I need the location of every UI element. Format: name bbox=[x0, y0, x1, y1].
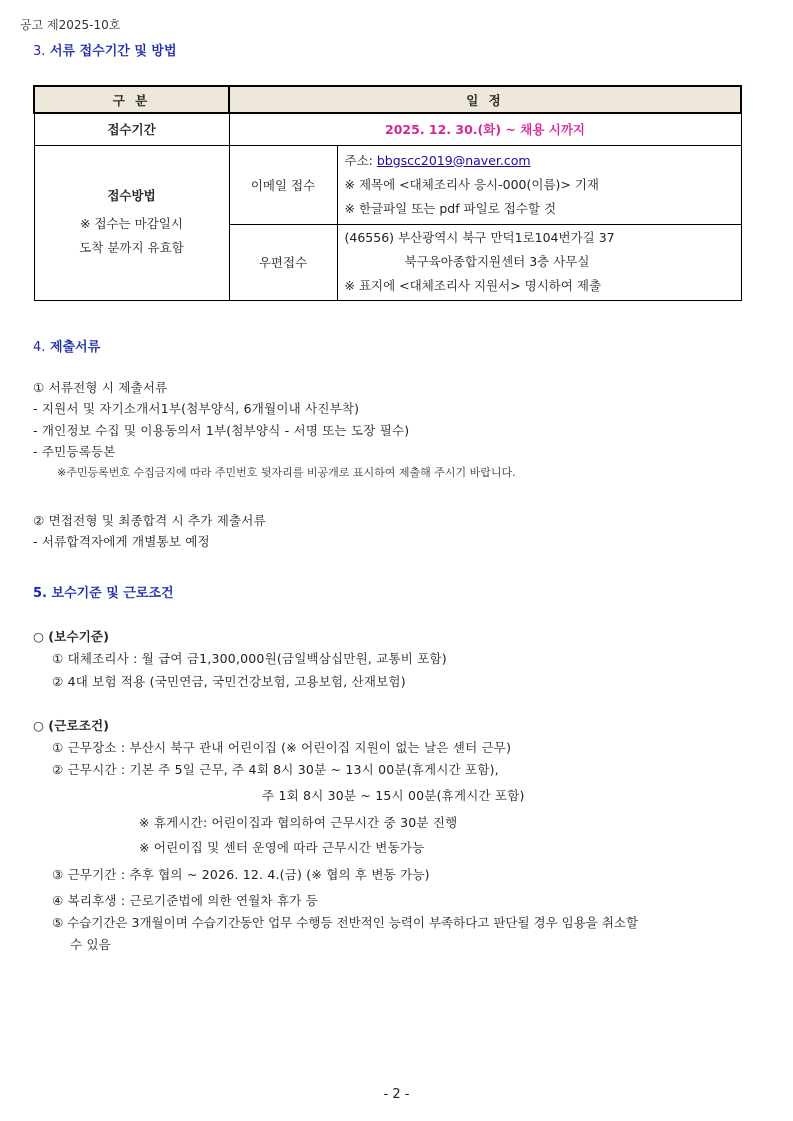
pay-item-2: ② 4대 보험 적용 (국민연금, 국민건강보험, 고용보험, 산재보험) bbox=[52, 674, 406, 689]
email-address-line bbox=[338, 149, 741, 173]
receipt-table bbox=[33, 85, 742, 301]
section3-number: 3. bbox=[33, 44, 46, 59]
notice-number: 공고 제2025-10호 bbox=[20, 18, 121, 32]
email-address-link[interactable]: bbgscc2019@naver.com bbox=[376, 152, 531, 168]
circle-bullet-icon: ○ bbox=[33, 629, 49, 644]
method-cell bbox=[34, 145, 229, 300]
work-heading bbox=[33, 716, 109, 734]
table-row-email bbox=[34, 145, 741, 224]
work-item-3: ③ 근무기간 : 추후 협의 ~ 2026. 12. 4.(금) (※ 협의 후 변동 가능) bbox=[52, 867, 430, 882]
work-item-2-note-2: ※ 어린이집 및 센터 운영에 따라 근무시간 변동가능 bbox=[139, 840, 425, 855]
section4-title: 제출서류 bbox=[49, 340, 101, 355]
table-header-category: 구 분 bbox=[34, 86, 229, 113]
post-cover-note: ※ 표지에 <대체조리사 지원서> 명시하여 제출 bbox=[344, 278, 602, 293]
doc-item-2: ② 면접전형 및 최종합격 시 추가 제출서류 bbox=[33, 513, 266, 528]
work-item-4: ④ 복리후생 : 근로기준법에 의한 연월차 휴가 등 bbox=[52, 893, 318, 908]
post-label: 우편접수 bbox=[229, 224, 337, 300]
period-value: 2025. 12. 30.(화) ~ 채용 시까지 bbox=[229, 113, 741, 145]
circle-bullet-icon: ○ bbox=[33, 718, 49, 733]
section4-heading bbox=[33, 336, 100, 355]
work-item-5-cont: 수 있음 bbox=[70, 937, 111, 952]
method-note-2: 도착 분까지 유효함 bbox=[79, 239, 184, 255]
section3-title: 서류 접수기간 및 방법 bbox=[49, 44, 177, 59]
table-header-schedule: 일 정 bbox=[229, 86, 741, 113]
doc-item-1-sub-3: - 주민등록등본 bbox=[33, 444, 116, 459]
method-note-1: ※ 접수는 마감일시 bbox=[80, 215, 183, 231]
section3-heading bbox=[33, 40, 177, 59]
post-office-line: 북구육아종합지원센터 3층 사무실 bbox=[404, 254, 590, 269]
section5-title: 5. 보수기준 및 근로조건 bbox=[33, 586, 174, 601]
email-file-note: ※ 한글파일 또는 pdf 파일로 접수할 것 bbox=[344, 200, 557, 216]
post-details bbox=[337, 224, 741, 300]
pay-heading bbox=[33, 627, 109, 645]
table-row-period bbox=[34, 113, 741, 145]
work-item-2-note-1: ※ 휴게시간: 어린이집과 협의하여 근무시간 중 30분 진행 bbox=[139, 815, 458, 830]
email-details bbox=[337, 145, 741, 224]
table-header-row bbox=[34, 86, 741, 113]
doc-item-1-sub-1: - 지원서 및 자기소개서1부(첨부양식, 6개월이내 사진부착) bbox=[33, 401, 360, 416]
doc-item-2-sub: - 서류합격자에게 개별통보 예정 bbox=[33, 534, 210, 549]
email-address-prefix: 주소: bbox=[344, 152, 377, 168]
work-item-2: ② 근무시간 : 기본 주 5일 근무, 주 4회 8시 30분 ~ 13시 00분(휴게시간 포함), bbox=[52, 762, 499, 777]
work-item-5: ⑤ 수습기간은 3개월이며 수습기간동안 업무 수행등 전반적인 능력이 부족하다고 판단될 경우 임용을 취소할 bbox=[52, 915, 639, 930]
post-address-line: (46556) 부산광역시 북구 만덕1로104번가길 37 bbox=[344, 230, 615, 245]
doc-item-1-sub-2: - 개인정보 수집 및 이용동의서 1부(첨부양식 - 서명 또는 도장 필수) bbox=[33, 423, 410, 438]
page-number: - 2 - bbox=[383, 1087, 410, 1102]
resident-number-note: ※주민등록번호 수집금지에 따라 주민번호 뒷자리를 비공개로 표시하여 제출해 주시기 바랍니다. bbox=[57, 466, 516, 479]
email-subject-note: ※ 제목에 <대체조리사 응시-000(이름)> 기재 bbox=[344, 176, 599, 192]
pay-heading-label: (보수기준) bbox=[48, 629, 110, 644]
work-item-2-cont: 주 1회 8시 30분 ~ 15시 00분(휴게시간 포함) bbox=[262, 788, 525, 803]
section4-number: 4. bbox=[33, 340, 46, 355]
period-label: 접수기간 bbox=[34, 113, 229, 145]
pay-item-1: ① 대체조리사 : 월 급여 금1,300,000원(금일백삼십만원, 교통비 포함) bbox=[52, 651, 447, 666]
work-item-1: ① 근무장소 : 부산시 북구 관내 어린이집 (※ 어린이집 지원이 없는 날은 센터 근무) bbox=[52, 740, 512, 755]
work-heading-label: (근로조건) bbox=[48, 718, 110, 733]
doc-item-1: ① 서류전형 시 제출서류 bbox=[33, 380, 168, 395]
email-label: 이메일 접수 bbox=[229, 145, 337, 224]
method-label: 접수방법 bbox=[107, 187, 156, 203]
